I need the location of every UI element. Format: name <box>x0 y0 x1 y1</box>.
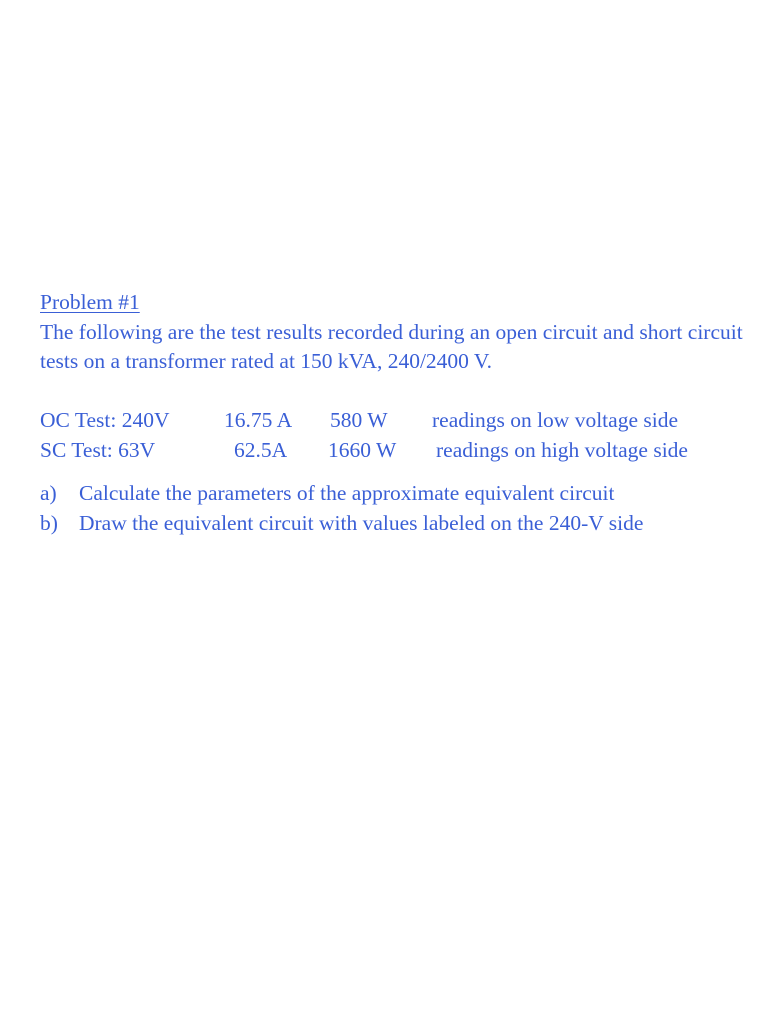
question-item <box>40 509 750 539</box>
sc-test-label: SC Test: 63V <box>40 437 156 462</box>
problem-intro: The following are the test results recorded during an open circuit and short circuit tests on a transformer rated at 150 kVA, 240/2400 V. <box>40 319 743 373</box>
sc-test-power: 1660 W <box>328 437 397 462</box>
oc-test-note: readings on low voltage side <box>432 408 679 432</box>
oc-test-row <box>40 406 750 436</box>
problem-title: Problem #1 <box>40 290 140 314</box>
oc-test-label: OC Test: 240V <box>40 408 170 432</box>
question-list <box>40 479 750 538</box>
test-results <box>40 406 750 465</box>
oc-test-power: 580 W <box>330 408 388 432</box>
problem-document <box>40 288 750 538</box>
question-item <box>40 479 750 509</box>
question-text: Calculate the parameters of the approximate equivalent circuit <box>79 481 615 505</box>
question-text: Draw the equivalent circuit with values labeled on the 240-V side <box>79 510 644 535</box>
oc-test-current: 16.75 A <box>224 408 293 432</box>
question-marker: b) <box>40 510 58 535</box>
sc-test-row <box>40 436 750 466</box>
question-marker: a) <box>40 481 57 505</box>
sc-test-note: readings on high voltage side <box>436 437 688 462</box>
sc-test-current: 62.5A <box>234 437 288 462</box>
